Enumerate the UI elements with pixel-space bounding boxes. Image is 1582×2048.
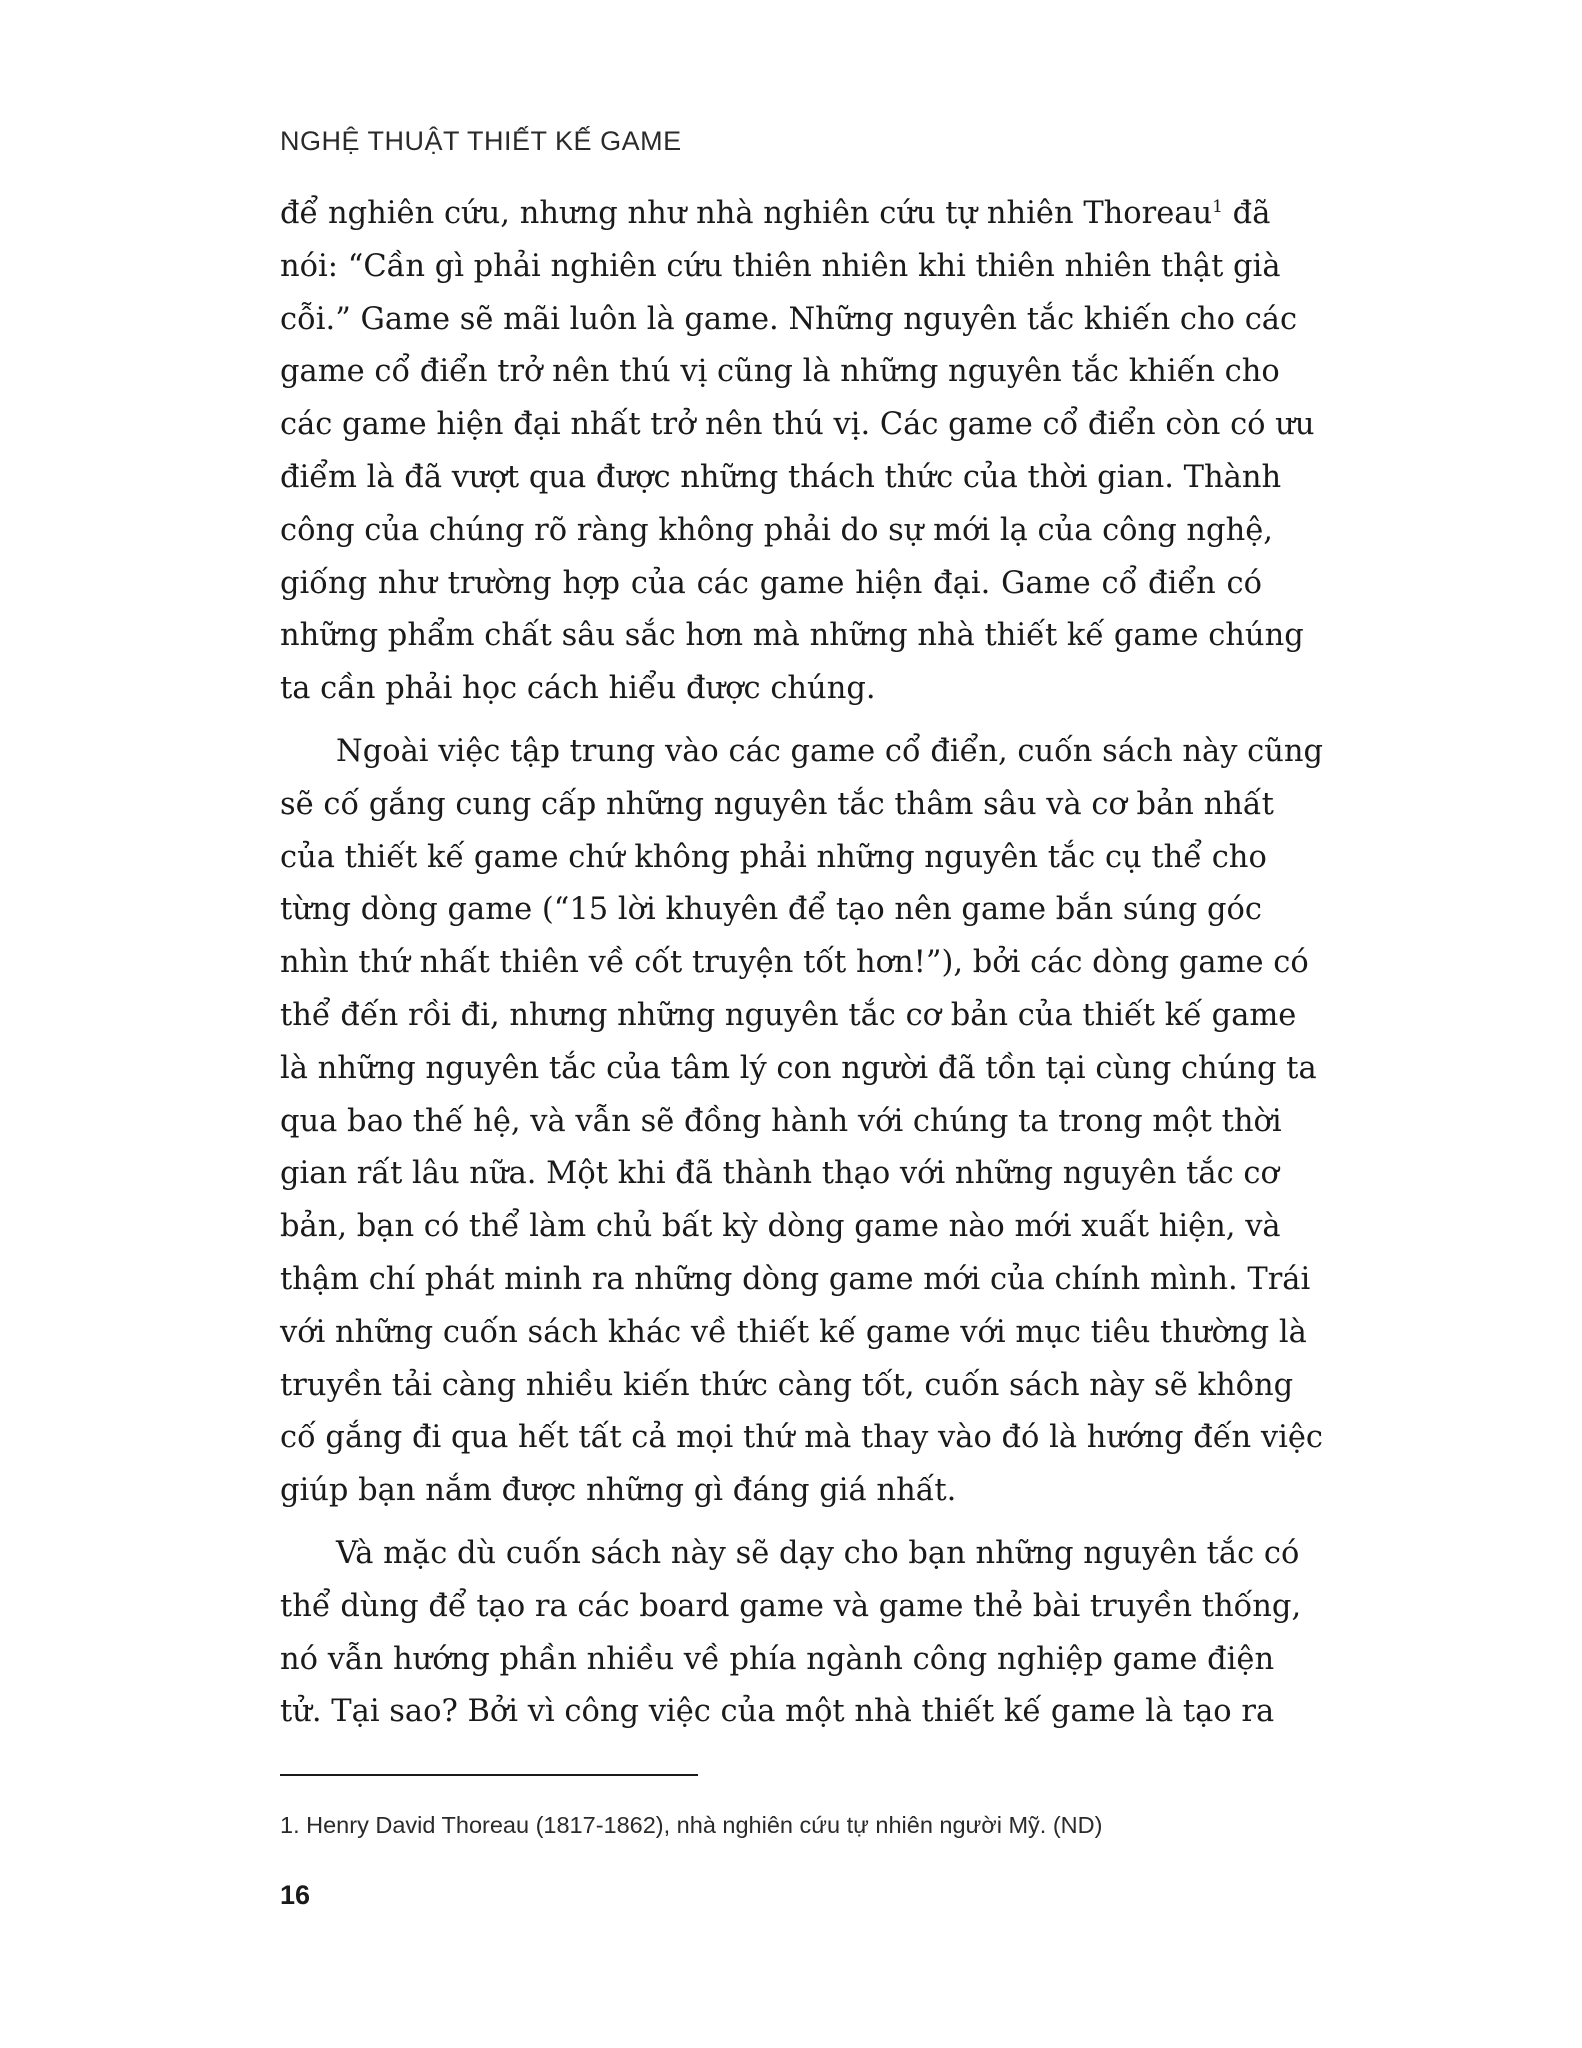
footnote-reference[interactable]: 1 <box>1212 196 1223 217</box>
text-line: giống như trường hợp của các game hiện đại. Game cổ điển có <box>280 565 1262 601</box>
text-line: Ngoài việc tập trung vào các game cổ điển, cuốn sách này cũng <box>336 733 1324 769</box>
running-header: NGHỆ THUẬT THIẾT KẾ GAME <box>280 126 682 156</box>
text-line: giúp bạn nắm được những gì đáng giá nhất. <box>280 1473 957 1509</box>
text-line: nó vẫn hướng phần nhiều về phía ngành công nghiệp game điện <box>280 1641 1275 1677</box>
text-line: là những nguyên tắc của tâm lý con người đã tồn tại cùng chúng ta <box>280 1050 1317 1086</box>
text-line: bản, bạn có thể làm chủ bất kỳ dòng game nào mới xuất hiện, và <box>280 1209 1281 1245</box>
footnote-divider <box>280 1774 698 1776</box>
text-line: để nghiên cứu, nhưng như nhà nghiên cứu tự nhiên Thoreau$^1$ đã <box>280 196 1271 231</box>
text-line: qua bao thế hệ, và vẫn sẽ đồng hành với chúng ta trong một thời <box>280 1103 1282 1139</box>
text-line: nhìn thứ nhất thiên về cốt truyện tốt hơn!”), bởi các dòng game có <box>280 945 1309 981</box>
text-line: tử. Tại sao? Bởi vì công việc của một nhà thiết kế game là tạo ra <box>280 1694 1275 1730</box>
text-line: Và mặc dù cuốn sách này sẽ dạy cho bạn những nguyên tắc có <box>336 1535 1300 1571</box>
paragraph-gap <box>280 1518 1262 1528</box>
text-line: nói: “Cần gì phải nghiên cứu thiên nhiên khi thiên nhiên thật già <box>280 248 1281 284</box>
text-line: công của chúng rõ ràng không phải do sự mới lạ của công nghệ, <box>280 512 1273 548</box>
text-line: cố gắng đi qua hết tất cả mọi thứ mà thay vào đó là hướng đến việc <box>280 1420 1323 1456</box>
footnote: 1. Henry David Thoreau (1817-1862), nhà nghiên cứu tự nhiên người Mỹ. (ND) <box>280 1812 1103 1838</box>
text-line: truyền tải càng nhiều kiến thức càng tốt, cuốn sách này sẽ không <box>280 1367 1294 1403</box>
text-line: cỗi.” Game sẽ mãi luôn là game. Những nguyên tắc khiến cho các <box>280 301 1298 337</box>
text-line: từng dòng game (“15 lời khuyên để tạo nên game bắn súng góc <box>280 892 1262 928</box>
text-line: thể đến rồi đi, nhưng những nguyên tắc cơ bản của thiết kế game <box>280 997 1297 1033</box>
text-line: với những cuốn sách khác về thiết kế game với mục tiêu thường là <box>280 1314 1307 1350</box>
body-text <box>280 188 1324 1739</box>
text-line: gian rất lâu nữa. Một khi đã thành thạo với những nguyên tắc cơ <box>280 1156 1279 1192</box>
text-line: của thiết kế game chứ không phải những nguyên tắc cụ thể cho <box>280 839 1267 875</box>
text-line: game cổ điển trở nên thú vị cũng là những nguyên tắc khiến cho <box>280 354 1280 390</box>
text-line: thậm chí phát minh ra những dòng game mới của chính mình. Trái <box>280 1261 1311 1297</box>
text-line: điểm là đã vượt qua được những thách thức của thời gian. Thành <box>280 459 1282 495</box>
page-number: 16 <box>280 1880 311 1910</box>
paragraph-gap <box>280 716 1262 726</box>
text-line: những phẩm chất sâu sắc hơn mà những nhà thiết kế game chúng <box>280 618 1304 654</box>
text-line: các game hiện đại nhất trở nên thú vị. Các game cổ điển còn có ưu <box>280 407 1315 443</box>
text-line: thể dùng để tạo ra các board game và game thẻ bài truyền thống, <box>280 1588 1302 1624</box>
text-line: ta cần phải học cách hiểu được chúng. <box>280 671 876 707</box>
text-line: sẽ cố gắng cung cấp những nguyên tắc thâm sâu và cơ bản nhất <box>280 786 1274 822</box>
